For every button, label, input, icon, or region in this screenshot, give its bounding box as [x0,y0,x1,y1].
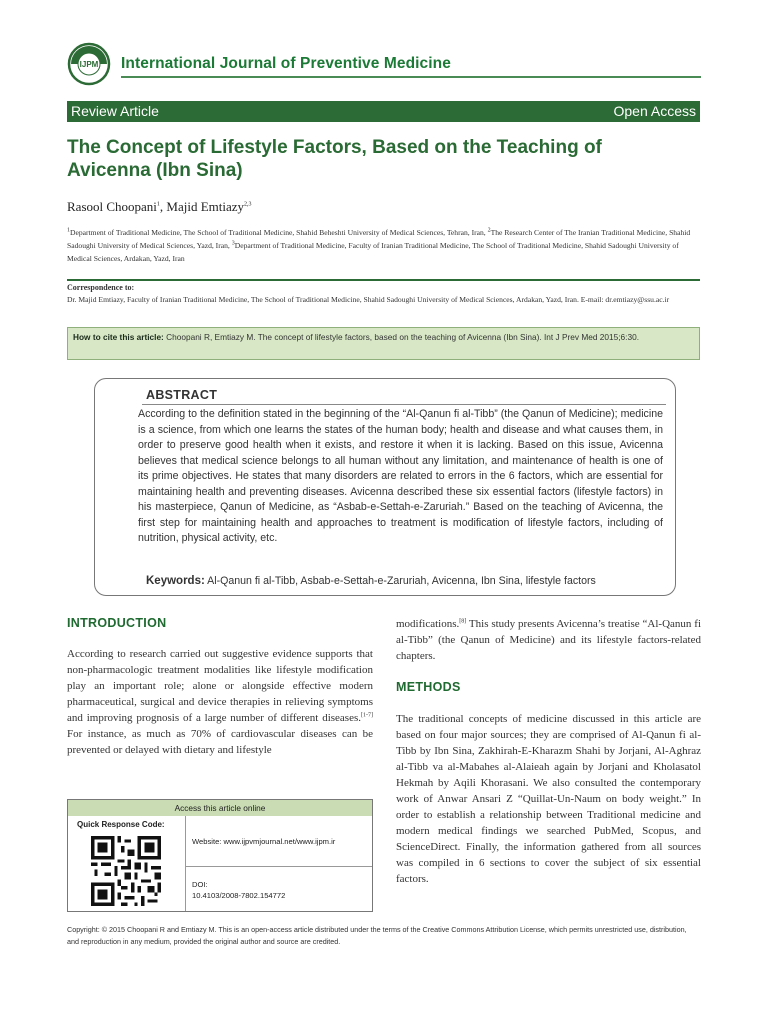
methods-text: The traditional concepts of medicine discussed in this article are based on four major sources; they are comprised of Al-Qanun fi al-Tibb by Ibn Sina, Zakhirah-E-Kharazm Shahi by Jorjani, Al-Aghraz al-Tibb va al-Mabahes al-Alaieah again by Jorjani and Kholasatol Hekmah by Aqili Khorasani. We also consulted the contemporary work of Anwar Ansari Z “Quillat-Un-Naum on body weight.” In order to establish a relationship between Traditional medicine and modern medical findings we searched PubMed, Scopus, and ScienceDirect. Finally, the information gathered from all sources was compiled in 6 sections to cover the subject of six essential factors. [396,713,701,885]
section-rule [67,279,700,281]
copyright-footer: Copyright: © 2015 Choopani R and Emtiazy M. This is an open-access article distributed under the terms of the Creative Commons Attribution License, which permits unrestricted use, distribution, and reproduction in any medium, provided the original author and source are credited. [67,925,687,946]
keywords-label: Keywords: [146,575,205,587]
affil-2-num: 2 [487,227,491,234]
affil-1-num: 1 [67,227,70,234]
methods-heading: METHODS [396,680,461,694]
abstract-rule [142,404,666,405]
article-type-bar [67,101,700,122]
affiliations [67,226,700,265]
logo-text: IJPM [79,60,99,69]
affiliation-2: The Research Center of The Iranian Traditional Medicine, Shahid Sadoughi University of Medical Sciences, Yazd, Iran, [67,228,691,250]
doi-label: DOI: [192,880,208,889]
author-2-affil: 2,3 [244,201,252,208]
author-2: Majid Emtiazy [166,199,245,214]
introduction-heading: INTRODUCTION [67,616,167,630]
keywords-list: Al-Qanun fi al-Tibb, Asbab-e-Settah-e-Zaruriah, Avicenna, Ibn Sina, lifestyle factors [204,575,596,587]
author-1: Rasool Choopani [67,199,157,214]
abstract-heading: ABSTRACT [146,388,218,402]
affiliation-3: Department of Traditional Medicine, Faculty of Iranian Traditional Medicine, The School of Traditional Medicine, Shahid Sadoughi University of Medical Sciences, Ardakan, Yazd, Iran [67,241,679,263]
access-heading: Access this article online [68,800,372,816]
citation-label: How to cite this article: [73,332,164,342]
article-title: The Concept of Lifestyle Factors, Based on the Teaching of Avicenna (Ibn Sina) [67,137,602,181]
introduction-text [67,646,373,758]
author-list [67,199,252,215]
intro-para-2: For instance, as much as 70% of cardiovascular diseases can be prevented or delayed with dietary and lifestyle [67,728,373,756]
introduction-continued [396,616,701,664]
correspondence-heading: Correspondence to: [67,283,135,292]
affil-3-num: 3 [231,240,235,247]
intro-cont-2: This study presents Avicenna’s treatise “Al-Qanun fi al-Tibb” (the Qanun of Medicine) and its lifestyle factors-related chapters. [396,618,701,662]
intro-ref-1[interactable]: [1-7] [361,712,373,719]
journal-logo [67,42,111,86]
citation-text: Choopani R, Emtiazy M. The concept of lifestyle factors, based on the teaching of Avicenna (Ibn Sina). Int J Prev Med 2015;6:30. [163,332,640,342]
intro-ref-2[interactable]: [8] [459,618,467,625]
open-access-label: Open Access [613,103,696,119]
author-1-affil: 1 [156,201,160,208]
intro-cont-1: modifications. [396,618,460,630]
access-divider-horizontal [186,866,372,867]
access-divider-vertical [185,816,186,911]
doi-value[interactable]: 10.4103/2008-7802.154772 [192,891,286,900]
journal-name: International Journal of Preventive Medicine [121,55,451,72]
keywords [146,575,671,587]
abstract-text: According to the definition stated in the beginning of the “Al-Qanun fi al-Tibb” (the Qanun of Medicine); medicine is a science, from which one learns the states of the human body; health and disease and what causes them, in order to preserve good health when it exists, and restore it when it is lacking. Based on this issue, Avicenna believes that medical science belongs to all human without any limitation, and maintenance of health is one of its prime objectives. He states that many disorders are related to errors in the 6 factors, which are essential for maintaining health and preventing diseases. Avicenna described these six essential factors (lifestyle factors) in his masterpiece, Qanun of Medicine, as “Asbab-e-Settah-e-Zaruriah.” Based on the teaching of Avicenna, the first step for maintaining health and approaches to treatment is modification of lifestyle factors, including of nutrition, physical activity, etc. [138,408,663,544]
intro-para: According to research carried out suggestive evidence supports that non-pharmacologic treatment modalities like lifestyle modification play an important role; alone or alongside effective modern pharmaceutical, surgical and device therapies in relieving symptoms and improving prognosis of a large number of different diseases. [67,648,373,724]
author-separator: , [159,199,167,214]
article-type-label: Review Article [71,103,159,119]
website-link[interactable]: Website: www.ijpvmjournal.net/www.ijpm.ir [192,837,336,846]
correspondence-text: Dr. Majid Emtiazy, Faculty of Iranian Traditional Medicine, The School of Traditional Medicine, Shahid Sadoughi University of Medical Sciences, Ardakan, Yazd, Iran. E-mail: dr.emtiazy@ssu.ac.ir [67,295,670,304]
citation-box [67,327,700,360]
qr-code-icon[interactable] [91,836,161,906]
qr-label: Quick Response Code: [77,820,165,829]
affiliation-1: Department of Traditional Medicine, The School of Traditional Medicine, Shahid Beheshti University of Medical Sciences, Tehran, Iran, [70,228,488,237]
header-rule [121,76,701,78]
